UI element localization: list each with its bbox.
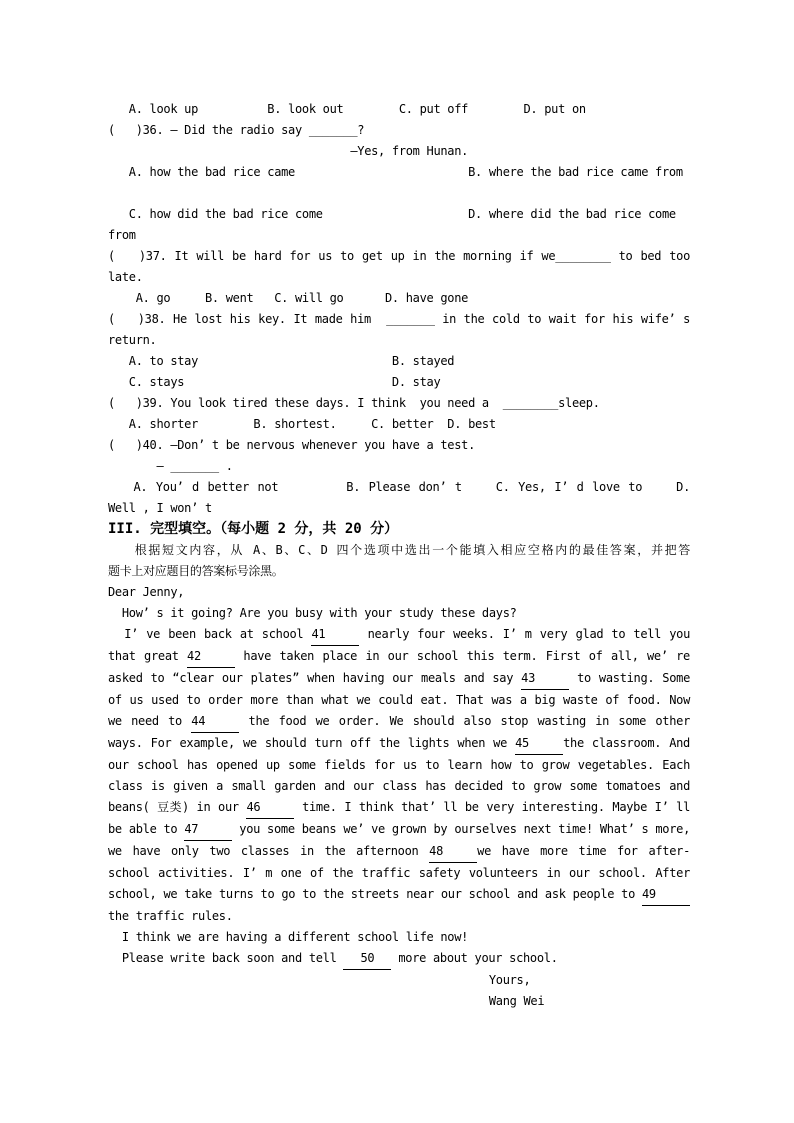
text-line: 根据短文内容，从 A、B、C、D 四个选项中选出一个能填入相应空格内的最佳答案，并把答 [108, 543, 690, 557]
numbered-blank: 49 [642, 884, 690, 906]
text-line: asked to “clear our plates” when having our meals and say 43 to wasting. Some [108, 668, 690, 690]
numbered-blank: 50 [343, 948, 391, 970]
text-line: school, we take turns to go to the streets near our school and ask people to 49 [108, 884, 690, 906]
text-line: A. how the bad rice came B. where the bad rice came from [108, 165, 683, 179]
text-line: A. shorter B. shortest. C. better D. best [108, 417, 496, 431]
text-line [108, 183, 690, 204]
text-line: A. look up B. look out C. put off D. put on [108, 102, 586, 116]
text-line: Dear Jenny, [108, 585, 185, 599]
numbered-blank: 46 [246, 797, 294, 819]
text-line: we have only two classes in the afternoon 48 we have more time for after- [108, 841, 690, 863]
numbered-blank: 48 [429, 841, 477, 863]
text-line: III. 完型填空。（每小题 2 分，共 20 分） [108, 521, 399, 537]
numbered-blank: 42 [187, 646, 235, 668]
text-line: ( )37. It will be hard for us to get up in the morning if we________ to bed too [108, 249, 690, 263]
numbered-blank: 44 [191, 711, 239, 733]
text-line: ( )36. — Did the radio say _______? [108, 123, 365, 137]
text-line: Please write back soon and tell 50 more about your school. [108, 948, 690, 970]
text-line: from [108, 228, 136, 242]
text-line: ways. For example, we should turn off the lights when we 45 the classroom. And [108, 733, 690, 755]
numbered-blank: 45 [515, 733, 563, 755]
text-line: Well , I won’ t [108, 501, 212, 515]
text-line: that great 42 have taken place in our school this term. First of all, we’ re [108, 646, 690, 668]
text-line: of us used to order more than what we could eat. That was a big waste of food. Now [108, 693, 690, 707]
text-line: our school has opened up some fields for us to learn how to grow vegetables. Each [108, 758, 690, 772]
text-line: late. [108, 270, 143, 284]
text-line: Yours, [108, 973, 531, 987]
text-line: the traffic rules. [108, 909, 233, 923]
text-line: —Yes, from Hunan. [108, 144, 469, 158]
text-line: beans( 豆类) in our 46 time. I think that’ ll be very interesting. Maybe I’ ll [108, 797, 690, 819]
text-line: I’ ve been back at school 41 nearly four weeks. I’ m very glad to tell you [108, 624, 690, 646]
text-line: ( )39. You look tired these days. I think you need a ________sleep. [108, 396, 600, 410]
text-line: 题卡上对应题目的答案标号涂黑。 [108, 564, 284, 578]
numbered-blank: 41 [311, 624, 359, 646]
text-line: C. stays D. stay [108, 375, 441, 389]
numbered-blank: 47 [184, 819, 232, 841]
text-line: we need to 44 the food we order. We should also stop wasting in some other [108, 711, 690, 733]
text-line: return. [108, 333, 157, 347]
text-line: class is given a small garden and our class has decided to grow some tomatoes and [108, 779, 690, 793]
text-line: A. go B. went C. will go D. have gone [108, 291, 469, 305]
text-line: How’ s it going? Are you busy with your study these days? [108, 606, 517, 620]
text-line: Wang Wei [108, 994, 545, 1008]
text-line: — _______ . [108, 459, 233, 473]
text-line: A. You’ d better not B. Please don’ t C. Yes, I’ d love to D. [108, 480, 690, 494]
exam-page-content [108, 99, 690, 1012]
text-line: ( )38. He lost his key. It made him _______ in the cold to wait for his wife’ s [108, 312, 690, 326]
text-line: ( )40. —Don’ t be nervous whenever you have a test. [108, 438, 476, 452]
text-line: A. to stay B. stayed [108, 354, 455, 368]
text-line: be able to 47 you some beans we’ ve grown by ourselves next time! What’ s more, [108, 819, 690, 841]
text-line: school activities. I’ m one of the traffic safety volunteers in our school. After [108, 866, 690, 880]
text-line: I think we are having a different school life now! [108, 930, 469, 944]
numbered-blank: 43 [521, 668, 569, 690]
text-line: C. how did the bad rice come D. where did the bad rice come [108, 207, 676, 221]
